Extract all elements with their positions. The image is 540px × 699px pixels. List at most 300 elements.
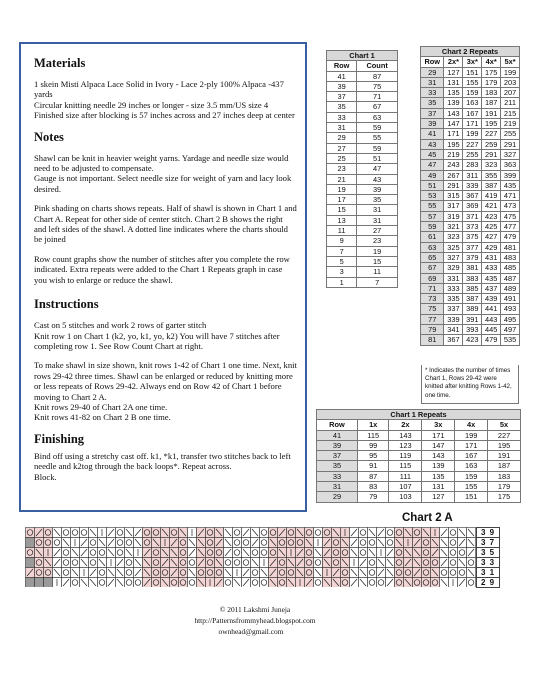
stitch-cell — [89, 538, 98, 548]
table-cell: 481 — [501, 242, 520, 252]
table-row — [327, 205, 398, 215]
table-cell: 191 — [488, 451, 521, 461]
stitch-cell — [89, 548, 98, 558]
table-cell: 83 — [357, 482, 389, 492]
table-cell: 155 — [463, 77, 482, 87]
table-cell: 39 — [317, 440, 358, 450]
table-cell: 73 — [421, 294, 444, 304]
stitch-cell — [116, 528, 125, 538]
table-cell: 363 — [501, 160, 520, 170]
table-row — [421, 294, 520, 304]
chart2a-row-number: 3 3 — [476, 558, 500, 568]
table-cell: 131 — [422, 482, 455, 492]
chart1-title: Chart 1 — [327, 51, 398, 61]
table-cell: 171 — [422, 430, 455, 440]
table-cell: 55 — [357, 133, 398, 143]
table-cell: 339 — [463, 180, 482, 190]
table-cell: 39 — [421, 119, 444, 129]
table-cell: 337 — [444, 304, 463, 314]
table-cell: 291 — [501, 139, 520, 149]
table-cell: 99 — [357, 440, 389, 450]
table-cell: 175 — [488, 492, 521, 502]
footer-url: http://Patternsfrommyhead.blogspot.com — [194, 616, 316, 625]
chart2-title: Chart 2 Repeats — [421, 47, 520, 57]
table-cell: 211 — [501, 98, 520, 108]
table-cell: 115 — [389, 461, 422, 471]
table-row — [421, 232, 520, 242]
table-cell: 331 — [444, 273, 463, 283]
table-cell: 15 — [327, 205, 357, 215]
table-cell: 19 — [327, 184, 357, 194]
stitch-cell — [62, 528, 71, 538]
table-cell: 3 — [327, 267, 357, 277]
table-row — [421, 119, 520, 129]
table-cell: 427 — [482, 232, 501, 242]
chart2-header-cell: 2x* — [444, 57, 463, 67]
table-row — [421, 139, 520, 149]
table-row — [327, 71, 398, 81]
table-cell: 1 — [327, 277, 357, 287]
table-cell: 367 — [444, 335, 463, 345]
instructions-step-2: Knit row 1 on Chart 1 (k2, yo, k1, yo, k2) You will have 7 stitches after completing row 1. See Row Count Chart at right. — [34, 330, 280, 351]
table-cell: 267 — [444, 170, 463, 180]
table-cell: 123 — [389, 440, 422, 450]
chart2-repeats-table — [420, 46, 520, 346]
table-row — [421, 180, 520, 190]
table-row — [327, 277, 398, 287]
table-cell: 327 — [501, 149, 520, 159]
table-row — [421, 201, 520, 211]
table-cell: 429 — [482, 242, 501, 252]
table-row — [327, 256, 398, 266]
stitch-cell — [62, 548, 71, 558]
table-cell: 59 — [421, 222, 444, 232]
chart1-repeats-header-cell: 4x — [455, 420, 488, 430]
chart2-header-cell: 3x* — [463, 57, 482, 67]
table-cell: 67 — [421, 263, 444, 273]
table-cell: 5 — [327, 256, 357, 266]
table-row — [327, 102, 398, 112]
table-cell: 75 — [357, 81, 398, 91]
table-cell: 441 — [482, 304, 501, 314]
stitch-cell — [71, 558, 80, 568]
table-cell: 7 — [357, 277, 398, 287]
table-cell: 443 — [482, 314, 501, 324]
stitch-cell — [62, 558, 71, 568]
table-cell: 339 — [444, 314, 463, 324]
table-cell: 475 — [501, 211, 520, 221]
instructions-body — [34, 360, 297, 422]
stitch-cell — [35, 538, 44, 548]
table-cell: 29 — [317, 492, 358, 502]
table-cell: 191 — [482, 108, 501, 118]
table-cell: 493 — [501, 304, 520, 314]
table-cell: 195 — [444, 139, 463, 149]
table-cell: 381 — [463, 263, 482, 273]
table-cell: 127 — [444, 67, 463, 77]
table-cell: 259 — [482, 139, 501, 149]
table-cell: 43 — [357, 174, 398, 184]
table-cell: 79 — [421, 325, 444, 335]
table-cell: 55 — [421, 201, 444, 211]
table-cell: 215 — [501, 108, 520, 118]
table-cell: 119 — [389, 451, 422, 461]
table-row — [317, 482, 521, 492]
table-cell: 9 — [327, 236, 357, 246]
materials-heading: Materials — [34, 56, 86, 70]
stitch-cell — [71, 528, 80, 538]
table-cell: 35 — [421, 98, 444, 108]
table-cell: 77 — [421, 314, 444, 324]
table-cell: 35 — [357, 195, 398, 205]
stitch-cell — [89, 558, 98, 568]
table-cell: 391 — [463, 314, 482, 324]
finishing-heading: Finishing — [34, 431, 85, 446]
table-cell: 23 — [327, 164, 357, 174]
table-row — [421, 263, 520, 273]
table-cell: 283 — [463, 160, 482, 170]
notes-yarn-weight: Shawl can be knit in heavier weight yarns. Yardage and needle size would need to be adjusted to compensate. — [34, 152, 289, 174]
table-cell: 421 — [482, 201, 501, 211]
stitch-cell — [44, 578, 53, 588]
table-row — [327, 267, 398, 277]
table-cell: 385 — [463, 283, 482, 293]
table-cell: 291 — [444, 180, 463, 190]
table-cell: 199 — [455, 430, 488, 440]
table-cell: 179 — [488, 482, 521, 492]
table-row — [421, 88, 520, 98]
table-cell: 69 — [421, 273, 444, 283]
chart2a-stitch-grid — [25, 527, 476, 587]
table-cell: 471 — [501, 191, 520, 201]
table-cell: 199 — [463, 129, 482, 139]
table-row — [327, 174, 398, 184]
table-cell: 319 — [444, 211, 463, 221]
table-row — [421, 67, 520, 77]
table-cell: 81 — [421, 335, 444, 345]
table-cell: 147 — [422, 440, 455, 450]
table-row — [327, 195, 398, 205]
table-cell: 41 — [421, 129, 444, 139]
stitch-cell — [44, 568, 53, 578]
table-cell: 27 — [357, 226, 398, 236]
table-cell: 483 — [501, 252, 520, 262]
table-row — [317, 430, 521, 440]
chart1-repeats-header-cell: Row — [317, 420, 358, 430]
table-cell: 27 — [327, 143, 357, 153]
table-cell: 437 — [482, 283, 501, 293]
table-cell: 431 — [482, 252, 501, 262]
table-cell: 255 — [501, 129, 520, 139]
table-cell: 321 — [444, 222, 463, 232]
table-cell: 171 — [455, 440, 488, 450]
table-cell: 195 — [488, 440, 521, 450]
table-cell: 7 — [327, 246, 357, 256]
table-cell: 143 — [422, 451, 455, 461]
materials-size: Finished size after blocking is 57 inches across and 27 inches deep at center — [34, 110, 295, 121]
table-row — [421, 77, 520, 87]
table-cell: 377 — [463, 242, 482, 252]
table-cell: 477 — [501, 222, 520, 232]
instructions-cast-on — [34, 320, 297, 351]
table-cell: 373 — [463, 222, 482, 232]
table-cell: 479 — [501, 232, 520, 242]
table-cell: 163 — [463, 98, 482, 108]
chart2a-row-number: 3 9 — [476, 527, 500, 538]
table-row — [421, 304, 520, 314]
stitch-cell — [44, 538, 53, 548]
table-cell: 203 — [501, 77, 520, 87]
table-cell: 87 — [357, 471, 389, 481]
table-row — [421, 98, 520, 108]
table-cell: 335 — [444, 294, 463, 304]
table-row — [327, 123, 398, 133]
table-cell: 59 — [357, 123, 398, 133]
chart2a-row-number: 3 5 — [476, 548, 500, 558]
table-cell: 61 — [421, 232, 444, 242]
table-row — [327, 164, 398, 174]
stitch-cell — [35, 558, 44, 568]
chart1-repeats-header-cell: 5x — [488, 420, 521, 430]
table-cell: 171 — [463, 119, 482, 129]
table-row — [327, 184, 398, 194]
table-cell: 291 — [482, 149, 501, 159]
table-row — [421, 211, 520, 221]
table-cell: 485 — [501, 263, 520, 273]
table-cell: 375 — [463, 232, 482, 242]
table-cell: 33 — [421, 88, 444, 98]
table-row — [327, 236, 398, 246]
stitch-cell — [35, 578, 44, 588]
footer-copyright: © 2011 Lakshmi Juneja — [219, 605, 291, 614]
table-cell: 317 — [444, 201, 463, 211]
table-cell: 255 — [463, 149, 482, 159]
table-cell: 175 — [482, 67, 501, 77]
table-cell: 487 — [501, 273, 520, 283]
table-cell: 195 — [482, 119, 501, 129]
table-cell: 227 — [463, 139, 482, 149]
table-cell: 473 — [501, 201, 520, 211]
chart1-repeats-title: Chart 1 Repeats — [317, 410, 521, 420]
table-cell: 207 — [501, 88, 520, 98]
table-cell: 51 — [357, 153, 398, 163]
table-cell: 31 — [327, 123, 357, 133]
notes-shading: Pink shading on charts shows repeats. Half of shawl is shown in Chart 1 and Chart A. Repeat for other side of center stitch. Chart 2 B shows the right and left sides of the shawl. A dotted line indicates where the charts should be joined — [34, 203, 297, 245]
table-row — [317, 451, 521, 461]
instructions-step-1: Cast on 5 stitches and work 2 rows of garter stitch — [34, 320, 207, 331]
table-row — [327, 112, 398, 122]
table-row — [317, 461, 521, 471]
table-cell: 19 — [357, 246, 398, 256]
table-cell: 47 — [421, 160, 444, 170]
stitch-cell — [53, 538, 62, 548]
table-cell: 183 — [488, 471, 521, 481]
table-row — [327, 215, 398, 225]
table-cell: 29 — [421, 67, 444, 77]
table-row — [327, 226, 398, 236]
instructions-step-4: Knit rows 29-40 of Chart 2A one time. — [34, 401, 168, 412]
stitch-cell — [98, 548, 107, 558]
table-row — [421, 314, 520, 324]
table-cell: 87 — [357, 71, 398, 81]
table-row — [327, 153, 398, 163]
footer — [0, 604, 540, 637]
table-cell: 29 — [327, 133, 357, 143]
table-cell: 127 — [422, 492, 455, 502]
table-cell: 323 — [444, 232, 463, 242]
chart2-header-cell: Row — [421, 57, 444, 67]
table-cell: 151 — [463, 67, 482, 77]
table-row — [317, 471, 521, 481]
table-cell: 379 — [463, 252, 482, 262]
table-row — [421, 242, 520, 252]
table-cell: 433 — [482, 263, 501, 273]
table-cell: 179 — [482, 77, 501, 87]
table-cell: 333 — [444, 283, 463, 293]
table-row — [317, 440, 521, 450]
table-cell: 31 — [317, 482, 358, 492]
table-cell: 423 — [463, 335, 482, 345]
table-cell: 63 — [421, 242, 444, 252]
table-cell: 35 — [327, 102, 357, 112]
table-row — [421, 252, 520, 262]
table-cell: 497 — [501, 325, 520, 335]
table-cell: 387 — [463, 294, 482, 304]
pattern-text-box — [19, 42, 307, 512]
table-cell: 31 — [421, 77, 444, 87]
chart2a-row-number: 2 9 — [476, 578, 500, 588]
notes-gauge: Gauge is not important. Select needle size for weight of yarn and lacy look desired. — [34, 173, 292, 194]
finishing-bind-off: Bind off using a stretchy cast off. k1, *k1, transfer two stitches back to left needle and k2tog through the back loops*. Repeat across. — [34, 450, 291, 472]
table-cell: 387 — [482, 180, 501, 190]
table-cell: 15 — [357, 256, 398, 266]
notes-heading: Notes — [34, 129, 64, 144]
table-cell: 535 — [501, 335, 520, 345]
table-cell: 135 — [444, 88, 463, 98]
table-cell: 341 — [444, 325, 463, 335]
table-cell: 325 — [444, 242, 463, 252]
table-row — [421, 283, 520, 293]
materials-text — [34, 79, 297, 121]
table-cell: 143 — [444, 108, 463, 118]
materials-needle: Circular knitting needle 29 inches or longer - size 3.5 mm/US size 4 — [34, 99, 269, 110]
table-row — [421, 170, 520, 180]
table-cell: 227 — [482, 129, 501, 139]
table-cell: 13 — [327, 215, 357, 225]
table-cell: 445 — [482, 325, 501, 335]
table-cell: 39 — [357, 184, 398, 194]
table-cell: 23 — [357, 236, 398, 246]
table-cell: 199 — [501, 67, 520, 77]
table-cell: 115 — [357, 430, 389, 440]
table-cell: 139 — [444, 98, 463, 108]
table-cell: 159 — [463, 88, 482, 98]
table-cell: 135 — [422, 471, 455, 481]
chart1-header-count: Count — [357, 61, 398, 71]
table-cell: 95 — [357, 451, 389, 461]
table-cell: 163 — [455, 461, 488, 471]
table-cell: 11 — [357, 267, 398, 277]
chart2a-title: Chart 2 A — [402, 512, 453, 524]
table-cell: 315 — [444, 191, 463, 201]
table-cell: 75 — [421, 304, 444, 314]
chart2-footnote: * Indicates the number of times Chart 1, Rows 29-42 were knitted after knitting Rows 1-42, one time. — [421, 365, 519, 404]
table-cell: 495 — [501, 314, 520, 324]
table-cell: 159 — [455, 471, 488, 481]
table-cell: 219 — [501, 119, 520, 129]
stitch-cell — [35, 568, 44, 578]
table-cell: 33 — [327, 112, 357, 122]
table-cell: 31 — [357, 215, 398, 225]
table-cell: 183 — [482, 88, 501, 98]
table-cell: 39 — [327, 81, 357, 91]
table-cell: 479 — [482, 335, 501, 345]
table-cell: 369 — [463, 201, 482, 211]
table-cell: 33 — [317, 471, 358, 481]
table-cell: 435 — [482, 273, 501, 283]
table-cell: 435 — [501, 180, 520, 190]
chart2a-row-number: 3 7 — [476, 538, 500, 548]
table-cell: 53 — [421, 191, 444, 201]
table-row — [421, 149, 520, 159]
table-cell: 143 — [389, 430, 422, 440]
chart2-header-cell: 5x* — [501, 57, 520, 67]
stitch-cell — [44, 528, 53, 538]
finishing-text — [34, 451, 297, 482]
chart1-repeats-table — [316, 409, 521, 503]
table-cell: 147 — [444, 119, 463, 129]
table-cell: 91 — [357, 461, 389, 471]
table-row — [327, 246, 398, 256]
table-cell: 31 — [357, 205, 398, 215]
table-cell: 63 — [357, 112, 398, 122]
table-cell: 323 — [482, 160, 501, 170]
table-cell: 25 — [327, 153, 357, 163]
table-cell: 103 — [389, 492, 422, 502]
chart1-row-count-table — [326, 50, 398, 288]
table-cell: 187 — [482, 98, 501, 108]
instructions-step-3: To make shawl in size shown, knit rows 1-42 of Chart 1 one time. Next, knit rows 29-42 three times. Shawl can be enlarged or reduced by knitting more or less repeats of Rows 29-42. Always end on Row 42 of Chart 1 before moving to Chart 2 A. — [34, 360, 297, 402]
table-cell: 491 — [501, 294, 520, 304]
table-cell: 37 — [327, 92, 357, 102]
table-cell: 45 — [421, 149, 444, 159]
table-cell: 489 — [501, 283, 520, 293]
table-row — [421, 160, 520, 170]
table-cell: 111 — [389, 471, 422, 481]
table-cell: 67 — [357, 102, 398, 112]
table-cell: 219 — [444, 149, 463, 159]
table-row — [421, 325, 520, 335]
table-row — [327, 143, 398, 153]
table-cell: 65 — [421, 252, 444, 262]
materials-yarn: 1 skein Misti Alpaca Lace Solid in Ivory - Lace 2-ply 100% Alpaca -437 yards — [34, 79, 284, 100]
instructions-heading: Instructions — [34, 297, 99, 312]
table-row — [421, 222, 520, 232]
table-cell: 423 — [482, 211, 501, 221]
finishing-block: Block. — [34, 471, 57, 482]
chart1-header-row: Row — [327, 61, 357, 71]
table-cell: 155 — [455, 482, 488, 492]
table-cell: 327 — [444, 252, 463, 262]
table-row — [421, 273, 520, 283]
table-cell: 187 — [488, 461, 521, 471]
table-cell: 419 — [482, 191, 501, 201]
table-cell: 37 — [421, 108, 444, 118]
table-cell: 35 — [317, 461, 358, 471]
table-cell: 11 — [327, 226, 357, 236]
table-row — [317, 492, 521, 502]
table-cell: 49 — [421, 170, 444, 180]
